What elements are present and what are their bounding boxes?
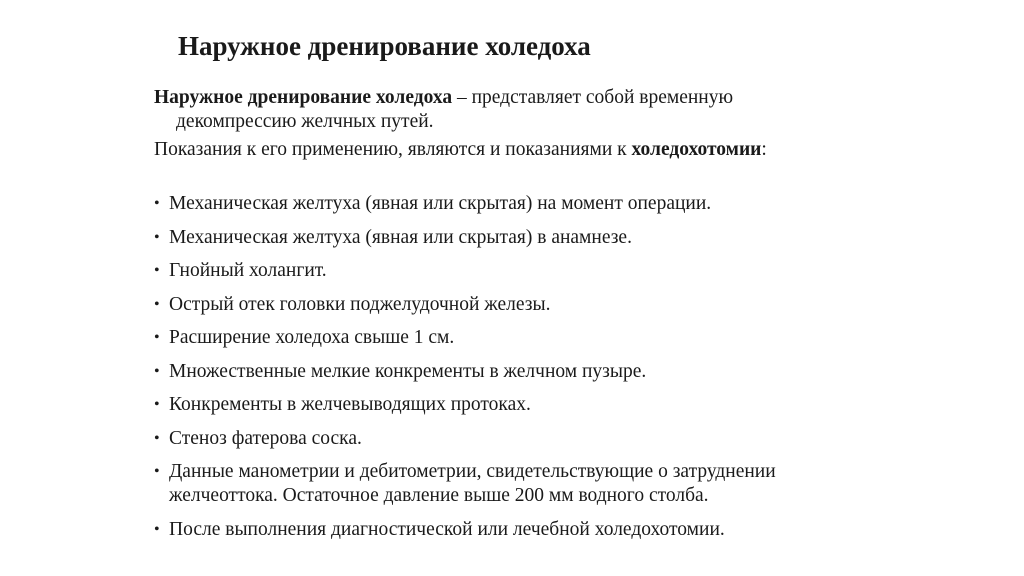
intro-term: Наружное дренирование холедоха bbox=[154, 87, 453, 108]
indications-list bbox=[154, 192, 854, 542]
bullet-icon: • bbox=[154, 262, 160, 279]
bullet-icon: • bbox=[154, 195, 160, 212]
list-item-text: Гнойный холангит. bbox=[169, 260, 327, 281]
indications-term: холедохотомии bbox=[631, 139, 762, 160]
bullet-icon: • bbox=[154, 463, 160, 480]
indications-paragraph bbox=[154, 138, 854, 162]
slide-title: Наружное дренирование холедоха bbox=[178, 31, 591, 61]
bullet-icon: • bbox=[154, 396, 160, 413]
list-item-text: Механическая желтуха (явная или скрытая) на момент операции. bbox=[169, 193, 712, 214]
list-item bbox=[154, 259, 854, 283]
list-item bbox=[154, 393, 854, 417]
list-item-text: Данные манометрии и дебитометрии, свидетельствующие о затруднении желчеоттока. Остаточное давление выше 200 мм водного столба. bbox=[169, 461, 776, 506]
list-item bbox=[154, 326, 854, 350]
list-item bbox=[154, 518, 854, 542]
intro-definition: – представляет собой временную декомпрессию желчных путей. bbox=[176, 87, 734, 132]
bullet-icon: • bbox=[154, 228, 160, 246]
intro-paragraph bbox=[154, 86, 854, 134]
list-item-text: После выполнения диагностической или лечебной холедохотомии. bbox=[169, 518, 725, 540]
list-item bbox=[154, 360, 854, 384]
list-item bbox=[154, 460, 854, 508]
list-item bbox=[154, 427, 854, 451]
list-item-text: Расширение холедоха свыше 1 см. bbox=[169, 327, 455, 348]
indications-lead: Показания к его применению, являются и показаниями к bbox=[154, 139, 632, 160]
slide-content bbox=[154, 86, 854, 551]
bullet-icon: • bbox=[154, 329, 160, 346]
bullet-icon: • bbox=[154, 362, 160, 380]
bullet-icon: • bbox=[154, 295, 160, 313]
list-item-text: Множественные мелкие конкременты в желчном пузыре. bbox=[169, 360, 647, 382]
list-item-text: Стеноз фатерова соска. bbox=[169, 427, 362, 449]
list-item bbox=[154, 293, 854, 317]
list-item-text: Острый отек головки поджелудочной железы. bbox=[169, 293, 551, 315]
list-item-text: Механическая желтуха (явная или скрытая) в анамнезе. bbox=[169, 226, 632, 248]
bullet-icon: • bbox=[154, 520, 160, 538]
list-item bbox=[154, 226, 854, 250]
list-item-text: Конкременты в желчевыводящих протоках. bbox=[169, 394, 531, 415]
bullet-icon: • bbox=[154, 429, 160, 447]
indications-tail: : bbox=[761, 139, 767, 160]
list-item bbox=[154, 192, 854, 216]
